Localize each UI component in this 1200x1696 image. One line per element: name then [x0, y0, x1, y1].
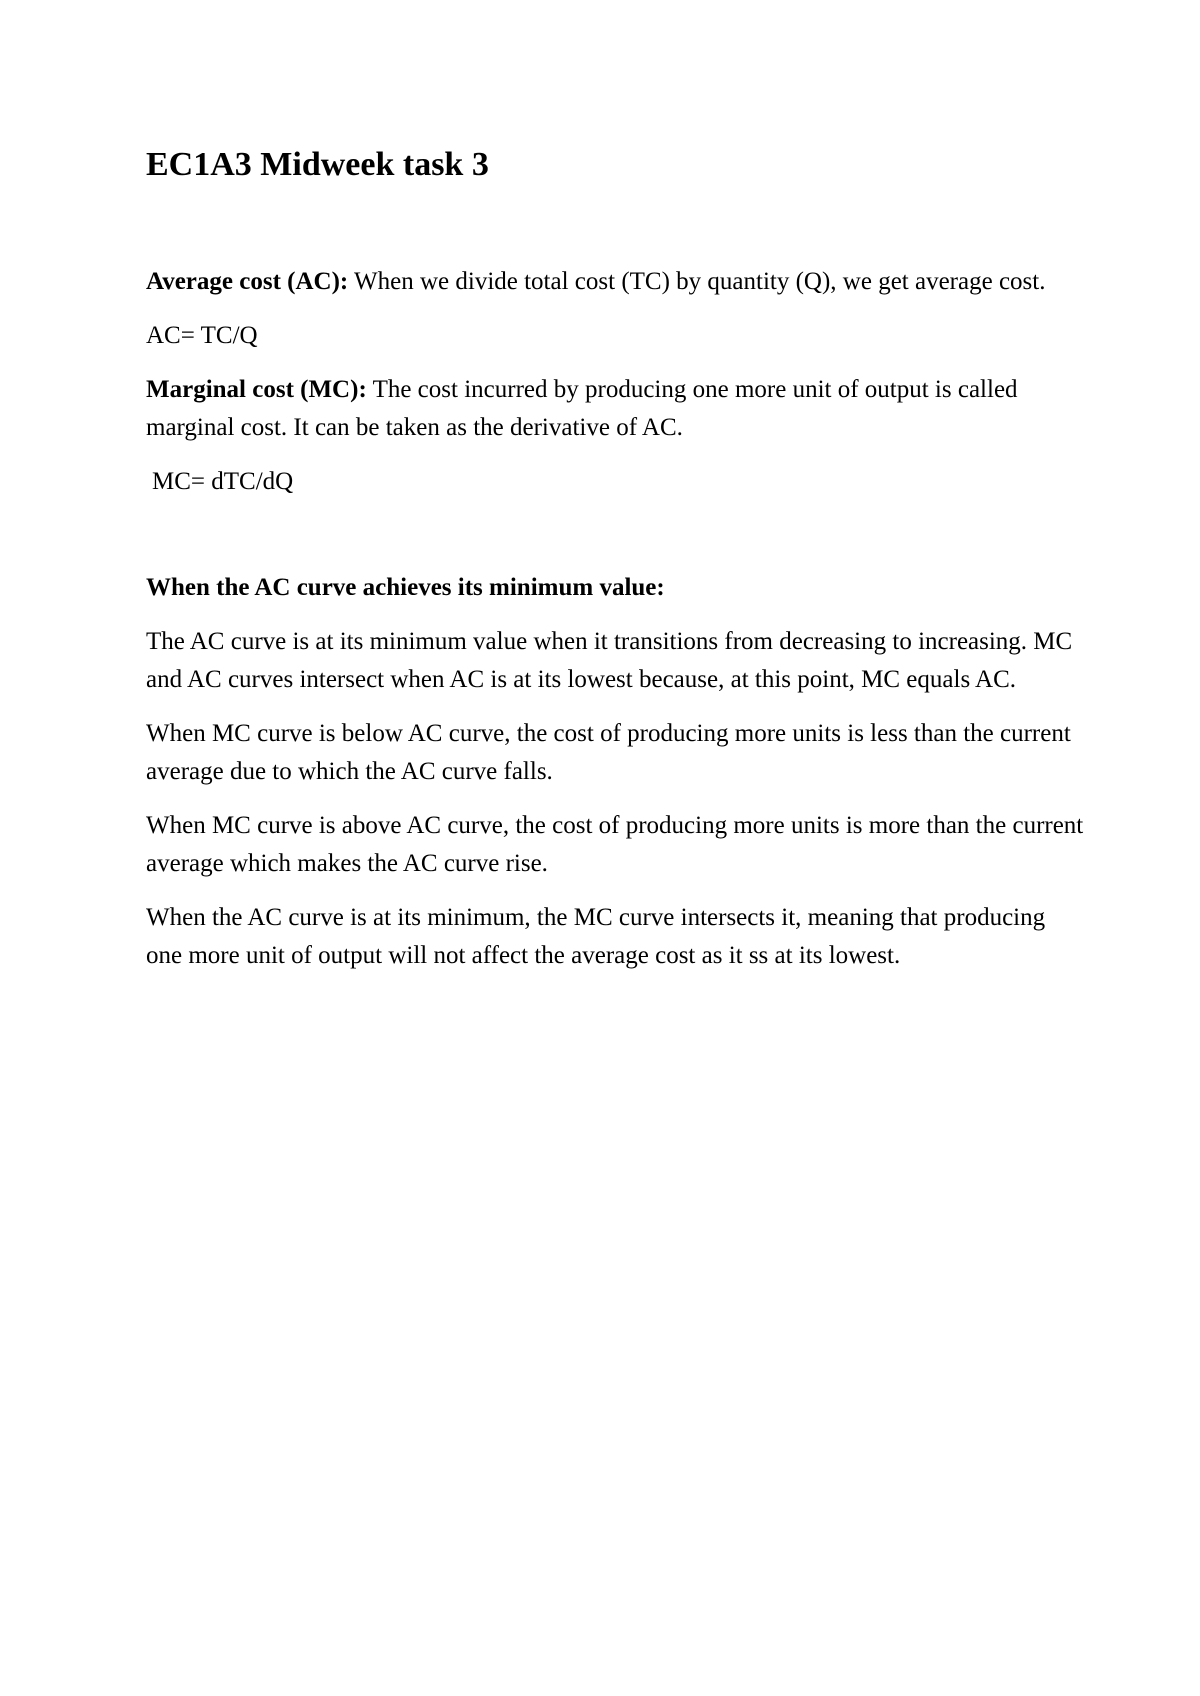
document-content: [146, 145, 1086, 975]
minimum-paragraph-4: When the AC curve is at its minimum, the MC curve intersects it, meaning that producing one more unit of output will not affect the average cost as it ss at its lowest.: [146, 904, 1046, 969]
marginal-cost-formula: MC= dTC/dQ: [152, 468, 294, 495]
average-cost-term: Average cost (AC):: [146, 268, 349, 295]
average-cost-formula: AC= TC/Q: [146, 322, 258, 349]
minimum-section-heading: When the AC curve achieves its minimum value:: [146, 574, 665, 601]
marginal-cost-definition-text: The cost incurred by producing one more unit of output is called marginal cost. It can be taken as the derivative of AC.: [146, 376, 1018, 441]
document-title: EC1A3 Midweek task 3: [146, 146, 489, 183]
average-cost-definition: [146, 263, 1086, 301]
minimum-paragraph-1: The AC curve is at its minimum value when it transitions from decreasing to increasing. MC and AC curves intersect when AC is at its lowest because, at this point, MC equals AC.: [146, 628, 1073, 693]
minimum-paragraph-2: When MC curve is below AC curve, the cost of producing more units is less than the current average due to which the AC curve falls.: [146, 720, 1071, 785]
marginal-cost-definition: [146, 371, 1086, 447]
marginal-cost-term: Marginal cost (MC):: [146, 376, 367, 403]
minimum-paragraph-3: When MC curve is above AC curve, the cost of producing more units is more than the current average which makes the AC curve rise.: [146, 812, 1084, 877]
average-cost-definition-text: When we divide total cost (TC) by quantity (Q), we get average cost.: [348, 268, 1046, 295]
